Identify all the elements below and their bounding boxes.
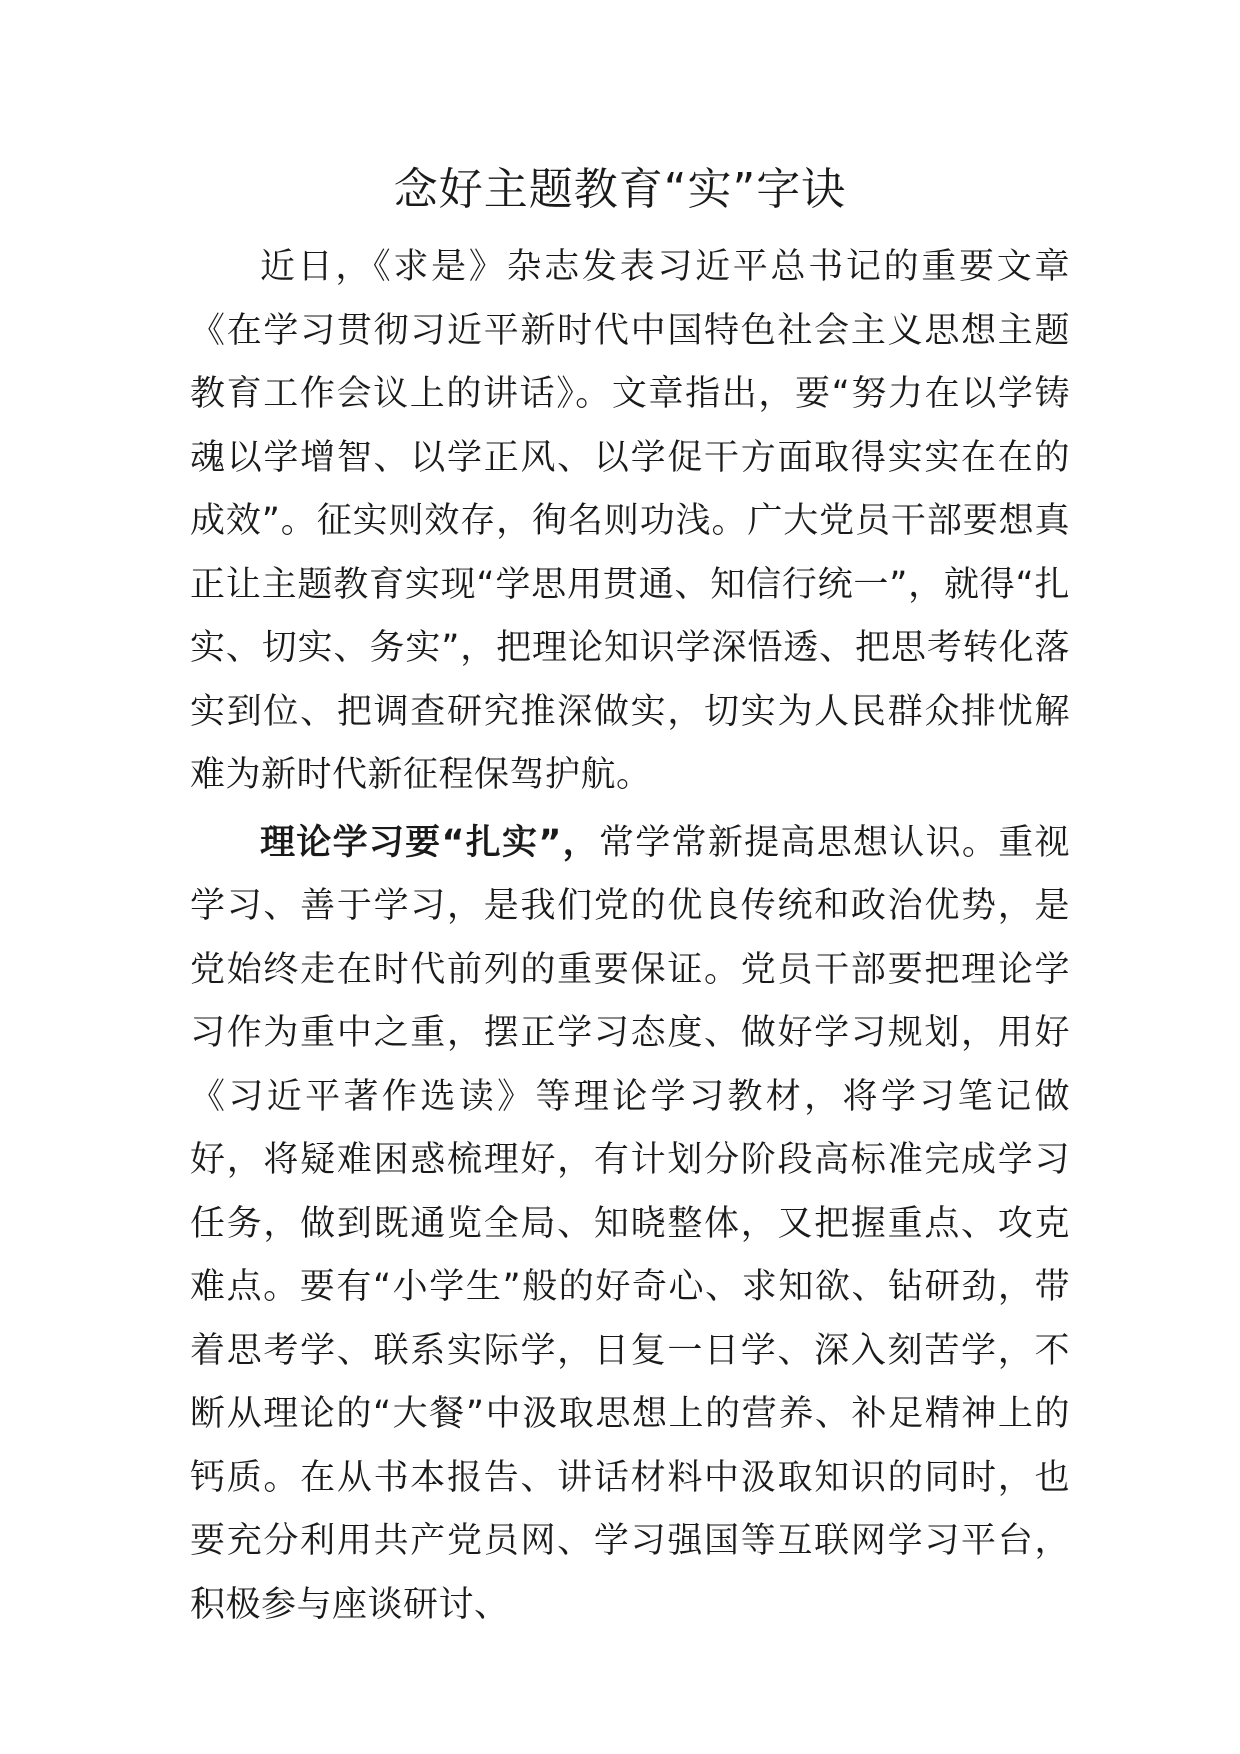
document-body <box>190 236 1070 1637</box>
paragraph-intro: 近日，《求是》杂志发表习近平总书记的重要文章《在学习贯彻习近平新时代中国特色社会主义思想主题教育工作会议上的讲话》。文章指出，要“努力在以学铸魂以学增智、以学正风、以学促干方面取得实实在在的成效”。征实则效存，徇名则功浅。广大党员干部要想真正让主题教育实现“学思用贯通、知信行统一”，就得“扎实、切实、务实”，把理论知识学深悟透、把思考转化落实到位、把调查研究推深做实，切实为人民群众排忧解难为新时代新征程保驾护航。 <box>190 247 1070 795</box>
paragraph-theory-study <box>190 812 1070 1638</box>
paragraph-lead: 理论学习要“扎实”， <box>260 822 599 863</box>
document-title: 念好主题教育“实”字诀 <box>393 164 847 215</box>
paragraph-body: 常学常新提高思想认识。重视学习、善于学习，是我们党的优良传统和政治优势，是党始终走在时代前列的重要保证。党员干部要把理论学习作为重中之重，摆正学习态度、做好学习规划，用好《习近平著作选读》等理论学习教材，将学习笔记做好，将疑难困惑梳理好，有计划分阶段高标准完成学习任务，做到既通览全局、知晓整体，又把握重点、攻克难点。要有“小学生”般的好奇心、求知欲、钻研劲，带着思考学、联系实际学，日复一日学、深入刻苦学，不断从理论的“大餐”中汲取思想上的营养、补足精神上的钙质。在从书本报告、讲话材料中汲取知识的同时，也要充分利用共产党员网、学习强国等互联网学习平台，积极参与座谈研讨、 <box>190 822 1070 1625</box>
